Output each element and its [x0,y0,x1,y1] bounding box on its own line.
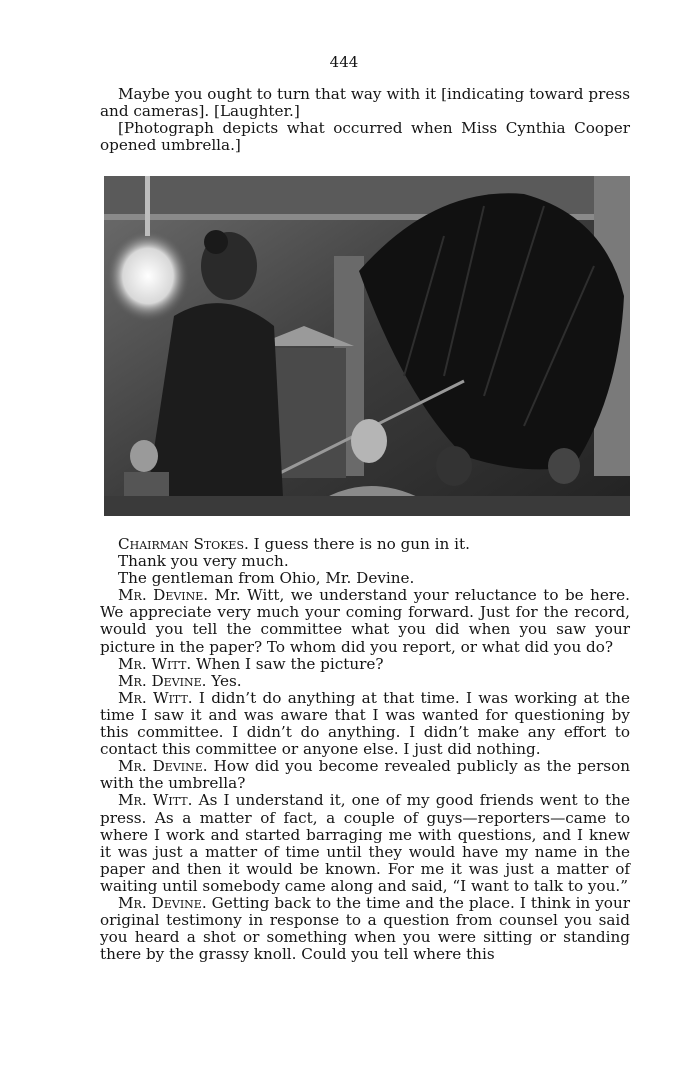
speaker-name: Chairman Stokes. [118,535,249,553]
speech-text: Yes. [206,671,242,690]
transcript-paragraph [100,792,630,895]
transcript-paragraph [100,656,630,673]
speaker-name: Mr. Devine. [118,893,207,912]
page-number: 444 [329,53,359,71]
speaker-name: Mr. Devine. [118,757,208,776]
speech-text: How did you become revealed publicly as the person with the umbrella? [100,757,630,793]
transcript-paragraph [100,673,630,690]
speech-text: I guess there is no gun in it. [248,535,470,553]
transcript-paragraph [100,895,630,963]
speech-text: When I saw the picture? [191,654,384,673]
photograph-icon [104,176,630,516]
photo-caption: [Photograph depicts what occurred when Miss Cynthia Cooper opened umbrella.] [100,119,630,155]
transcript-paragraph [100,587,630,655]
transcript-paragraph [100,553,630,570]
speaker-name: Mr. Witt. [118,688,193,707]
speech-text: Getting back to the time and the place. I think in your original testimony in response to a question from counsel you said you heard a shot or something when you were sitting or standing there by the grassy knoll. Could you tell where this [100,893,630,964]
transcript-paragraph [100,690,630,758]
intro-text [100,86,630,154]
speech-text: Mr. Witt, we understand your reluctance to be here. We appreciate very much your coming forward. Just for the record, would you tell the committee what you did when you saw your picture in the paper? To whom did you report, or what did you do? [100,586,630,656]
speech-text: As I understand it, one of my good friends went to the press. As a matter of fact, a couple of guys—reporters—came to where I work and started barraging me with questions, and I knew it was just a matter of time until they would have my name in the paper and then it would be known. For me it was just a matter of waiting until somebody came along and said, “I want to talk to you.” [100,791,630,895]
speaker-name: Mr. Devine. [118,671,207,690]
speech-text: The gentleman from Ohio, Mr. Devine. [118,569,415,588]
speech-text: Thank you very much. [118,552,289,571]
speaker-name: Mr. Devine. [118,586,209,605]
intro-paragraph: Maybe you ought to turn that way with it [indicating toward press and cameras]. [Laughter.] [100,85,630,121]
speaker-name: Mr. Witt. [118,791,193,810]
transcript-paragraph [100,536,630,553]
transcript [100,536,630,963]
speaker-name: Mr. Witt. [118,654,192,673]
speech-text: I didn’t do anything at that time. I was working at the time I saw it and was aware that I was wanted for questioning by this committee. I didn’t do anything. I didn’t make any effort to contact this committee or anyone else. I just did nothing. [100,688,630,759]
hearing-photograph [104,176,630,516]
transcript-paragraph [100,570,630,587]
transcript-paragraph [100,758,630,792]
